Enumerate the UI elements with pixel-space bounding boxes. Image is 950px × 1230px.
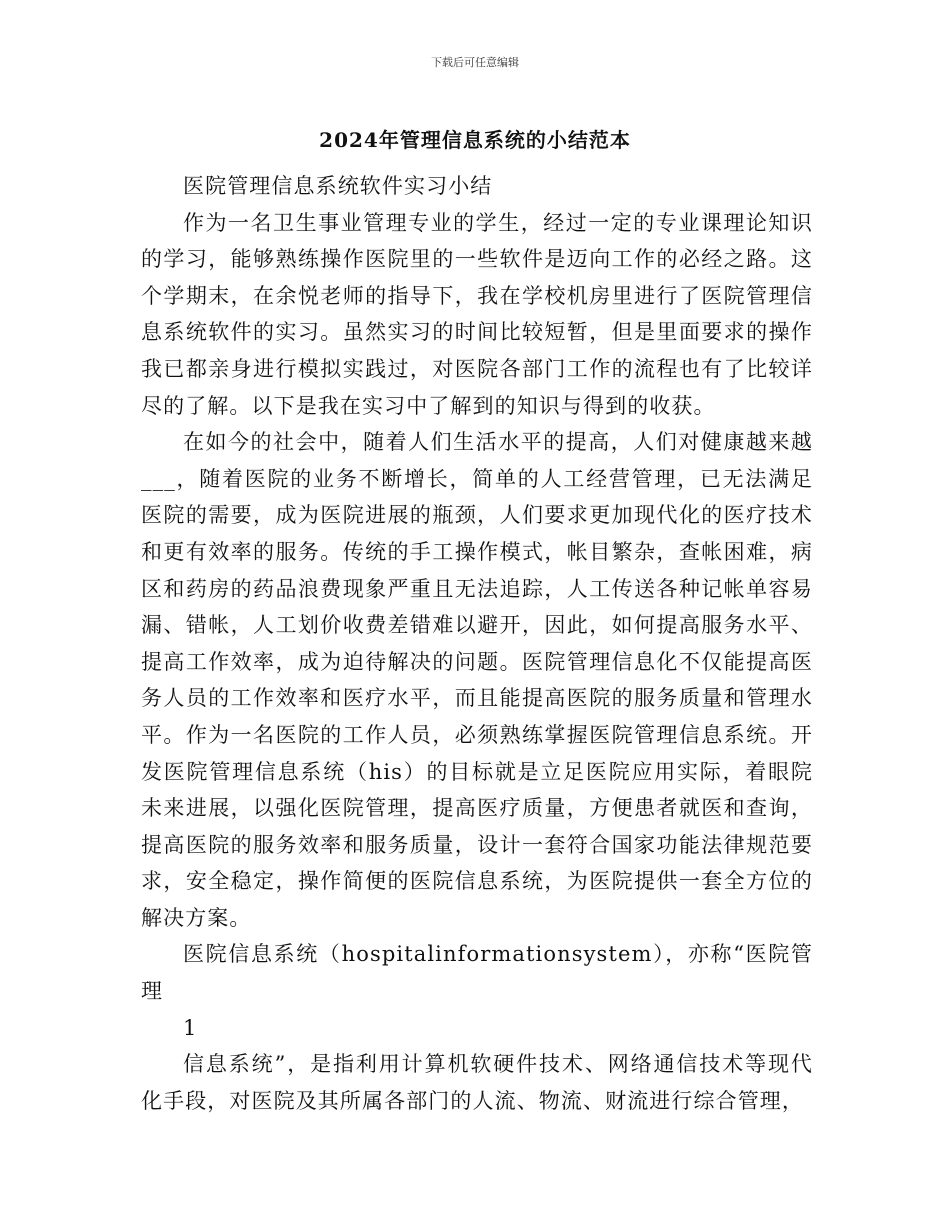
paragraph-continuation: 信息系统”，是指利用计算机软硬件技术、网络通信技术等现代化手段，对医院及其所属各部门的人流、物流、财流进行综合管理， (141, 1052, 813, 1113)
paragraph-subtitle: 医院管理信息系统软件实习小结 (183, 174, 493, 198)
document-body (141, 168, 813, 1119)
page-number: 1 (183, 1015, 198, 1040)
paragraph-background: 在如今的社会中，随着人们生活水平的提高，人们对健康越来越___，随着医院的业务不断增长，简单的人工经营管理，已无法满足医院的需要，成为医院进展的瓶颈，人们要求更加现代化的医疗技术和更有效率的服务。传统的手工操作模式，帐目繁杂，查帐困难，病区和药房的药品浪费现象严重且无法追踪，人工传送各种记帐单容易漏、错帐，人工划价收费差错难以避开，因此，如何提高服务水平、提高工作效率，成为迫待解决的问题。医院管理信息化不仅能提高医务人员的工作效率和医疗水平，而且能提高医院的服务质量和管理水平。作为一名医院的工作人员，必须熟练掌握医院管理信息系统。开发医院管理信息系统（his）的目标就是立足医院应用实际，着眼院未来进展，以强化医院管理，提高医疗质量，方便患者就医和查询，提高医院的服务效率和服务质量，设计一套符合国家功能法律规范要求，安全稳定，操作简便的医院信息系统，为医院提供一套全方位的解决方案。 (141, 430, 813, 930)
paragraph-his-definition: 医院信息系统（hospitalinformationsystem），亦称“医院管理 (141, 942, 813, 1004)
header-note: 下载后可任意编辑 (431, 56, 519, 69)
document-title: 2024年管理信息系统的小结范本 (319, 128, 631, 152)
paragraph-intro: 作为一名卫生事业管理专业的学生，经过一定的专业课理论知识的学习，能够熟练操作医院里的一些软件是迈向工作的必经之路。这个学期末，在余悦老师的指导下，我在学校机房里进行了医院管理信息系统软件的实习。虽然实习的时间比较短暂，但是里面要求的操作我已都亲身进行模拟实践过，对医院各部门工作的流程也有了比较详尽的了解。以下是我在实习中了解到的知识与得到的收获。 (141, 210, 813, 418)
